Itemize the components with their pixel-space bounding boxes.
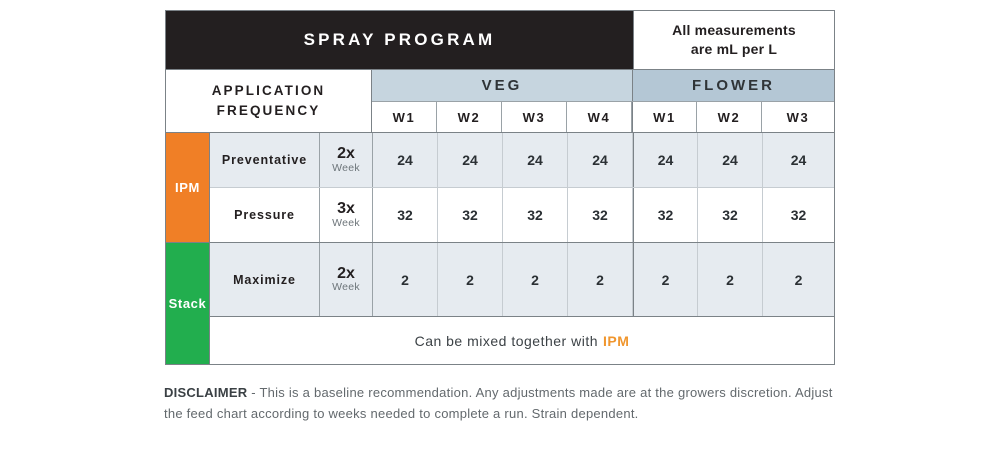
row-label-preventative: Preventative: [210, 133, 320, 187]
frequency-unit: Week: [332, 216, 360, 229]
measurement-note-line1: All measurements: [672, 21, 796, 38]
cell-pressure-veg-w2: 32: [438, 188, 503, 242]
cell-pressure-veg-w4: 32: [568, 188, 633, 242]
cell-maximize-veg-w4: 2: [568, 243, 633, 316]
week-header-veg-w3: W3: [502, 102, 567, 133]
cell-preventative-veg-w2: 24: [438, 133, 503, 187]
table-row: [210, 243, 834, 316]
week-header-flower-w1: W1: [632, 102, 697, 133]
week-header-veg-w4: W4: [567, 102, 632, 133]
week-row: [372, 101, 834, 133]
measurement-note: [633, 11, 834, 69]
cell-preventative-flower-w2: 24: [698, 133, 763, 187]
cell-pressure-flower-w3: 32: [790, 207, 807, 223]
cell-maximize-veg-w2: 2: [438, 243, 503, 316]
frequency-value: 2x: [337, 145, 355, 163]
row-frequency-maximize: [320, 243, 373, 316]
spray-program-table: [165, 10, 835, 365]
disclaimer-label: DISCLAIMER: [164, 385, 248, 400]
row-frequency-preventative: [320, 133, 373, 187]
row-label-pressure: Pressure: [210, 188, 320, 242]
mix-note-row: [210, 316, 834, 364]
cell-pressure-flower-w2: 32: [698, 188, 763, 242]
table-row: [210, 133, 834, 187]
cell-maximize-veg-w3: 2: [503, 243, 568, 316]
cell-pressure-veg-w1: 32: [373, 188, 438, 242]
cell-preventative-flower-w3: 24: [790, 152, 807, 168]
cell-preventative-veg-w4: 24: [568, 133, 633, 187]
group-tab-ipm: IPM: [166, 133, 209, 242]
table-body: [166, 132, 834, 364]
cell-maximize-flower-w3: 2: [794, 271, 803, 288]
page-title: SPRAY PROGRAM: [303, 30, 496, 49]
stage-week-headers: [372, 70, 834, 132]
frequency-value: 2x: [337, 264, 355, 282]
week-header-flower-w3: W3: [762, 102, 834, 133]
title-banner: [166, 11, 633, 69]
group-stack-rows: [209, 243, 834, 364]
application-frequency-line2: FREQUENCY: [216, 103, 321, 118]
frequency-value: 3x: [337, 200, 355, 218]
cell-maximize-flower-w2: 2: [698, 243, 763, 316]
table-row: [210, 187, 834, 242]
row-frequency-pressure: [320, 188, 373, 242]
stage-header-flower: FLOWER: [632, 70, 834, 101]
measurement-note-line2: are mL per L: [690, 41, 778, 57]
disclaimer-text: - This is a baseline recommendation. Any adjustments made are at the growers discretion. Adjust the feed chart according to weeks needed to complete a run. Strain dependent.: [164, 385, 833, 422]
week-header-flower-w2: W2: [697, 102, 762, 133]
table-title-row: [166, 11, 834, 69]
group-ipm: [166, 132, 834, 242]
group-tab-stack: Stack: [166, 243, 209, 364]
mix-note-highlight: IPM: [603, 332, 630, 349]
row-label-maximize: Maximize: [210, 243, 320, 316]
cell-maximize-veg-w1: 2: [373, 243, 438, 316]
stage-row: [372, 70, 834, 101]
week-header-veg-w1: W1: [372, 102, 437, 133]
week-header-veg-w2: W2: [437, 102, 502, 133]
cell-preventative-veg-w3: 24: [503, 133, 568, 187]
disclaimer: [164, 382, 854, 424]
cell-maximize-flower-w1: 2: [633, 243, 698, 316]
application-frequency-line1: APPLICATION: [211, 82, 326, 98]
cell-preventative-flower-w1: 24: [633, 133, 698, 187]
table-header-row: [166, 69, 834, 132]
frequency-unit: Week: [332, 281, 360, 294]
cell-preventative-veg-w1: 24: [373, 133, 438, 187]
cell-pressure-flower-w1: 32: [633, 188, 698, 242]
stage-header-veg: VEG: [372, 70, 632, 101]
application-frequency-header: [166, 70, 372, 132]
mix-note-text: Can be mixed together with: [414, 332, 599, 349]
frequency-unit: Week: [332, 161, 360, 174]
cell-pressure-veg-w3: 32: [503, 188, 568, 242]
group-stack: [166, 242, 834, 364]
group-ipm-rows: [209, 133, 834, 242]
